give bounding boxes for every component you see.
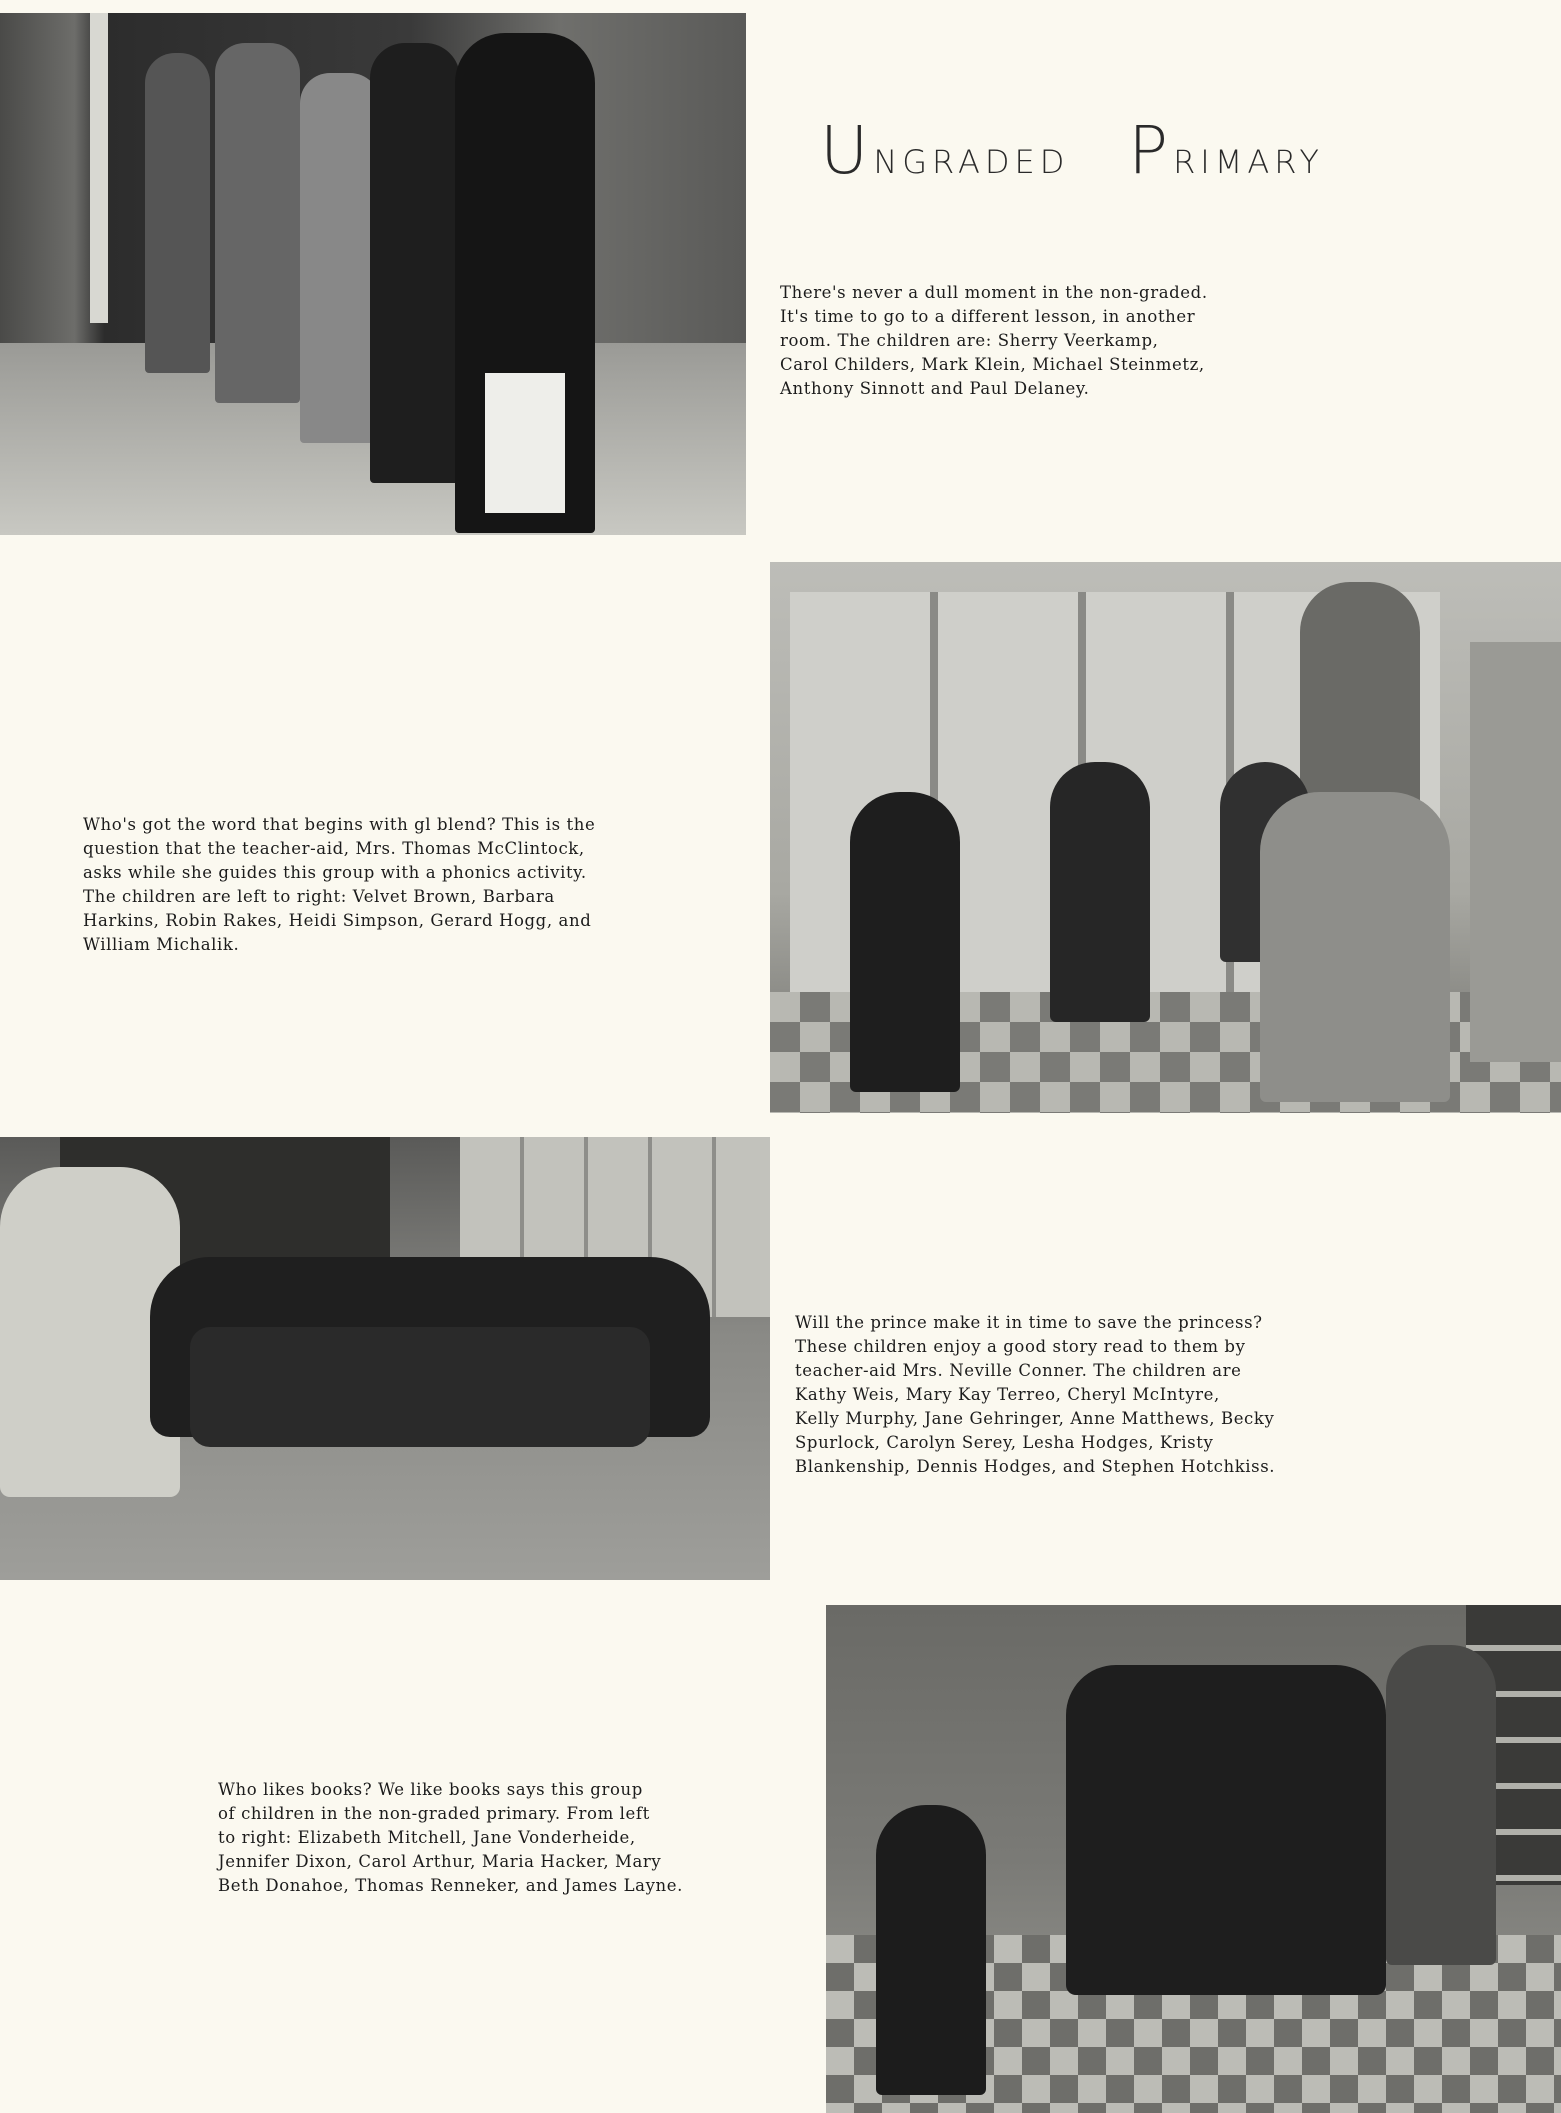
caption-line: teacher-aid Mrs. Neville Conner. The children are <box>795 1361 1242 1380</box>
caption-line: question that the teacher-aid, Mrs. Thomas McClintock, <box>83 839 585 858</box>
caption-line: Will the prince make it in time to save the princess? <box>795 1313 1263 1332</box>
caption-line: Who likes books? We like books says this group <box>218 1780 643 1799</box>
caption-line: room. The children are: Sherry Veerkamp, <box>780 331 1159 350</box>
caption-line: asks while she guides this group with a phonics activity. <box>83 863 587 882</box>
photo-phonics-group <box>770 562 1561 1113</box>
photo-story-time <box>0 1137 770 1580</box>
caption-line: of children in the non-graded primary. From left <box>218 1804 650 1823</box>
caption-line: Who's got the word that begins with gl blend? This is the <box>83 815 596 834</box>
caption-line: Carol Childers, Mark Klein, Michael Steinmetz, <box>780 355 1205 374</box>
caption-line: These children enjoy a good story read to them by <box>795 1337 1246 1356</box>
caption-line: The children are left to right: Velvet Brown, Barbara <box>83 887 555 906</box>
caption-phonics <box>83 813 595 957</box>
caption-line: Kathy Weis, Mary Kay Terreo, Cheryl McIntyre, <box>795 1385 1220 1404</box>
caption-line: William Michalik. <box>83 935 240 954</box>
caption-line: to right: Elizabeth Mitchell, Jane Vonderheide, <box>218 1828 636 1847</box>
caption-line: Jennifer Dixon, Carol Arthur, Maria Hacker, Mary <box>218 1852 662 1871</box>
photo-hallway-children <box>0 13 746 535</box>
caption-line: Harkins, Robin Rakes, Heidi Simpson, Gerard Hogg, and <box>83 911 592 930</box>
photo-children-with-books <box>826 1605 1561 2113</box>
caption-line: Beth Donahoe, Thomas Renneker, and James Layne. <box>218 1876 683 1895</box>
page-title: Ungraded Primary <box>820 112 1324 189</box>
caption-line: There's never a dull moment in the non-graded. <box>780 283 1208 302</box>
caption-line: Spurlock, Carolyn Serey, Lesha Hodges, Kristy <box>795 1433 1214 1452</box>
caption-books <box>218 1778 683 1898</box>
caption-line: Blankenship, Dennis Hodges, and Stephen Hotchkiss. <box>795 1457 1276 1476</box>
caption-story-time <box>795 1311 1275 1479</box>
caption-hallway <box>780 281 1208 401</box>
caption-line: Kelly Murphy, Jane Gehringer, Anne Matthews, Becky <box>795 1409 1275 1428</box>
caption-line: It's time to go to a different lesson, in another <box>780 307 1196 326</box>
caption-line: Anthony Sinnott and Paul Delaney. <box>780 379 1090 398</box>
